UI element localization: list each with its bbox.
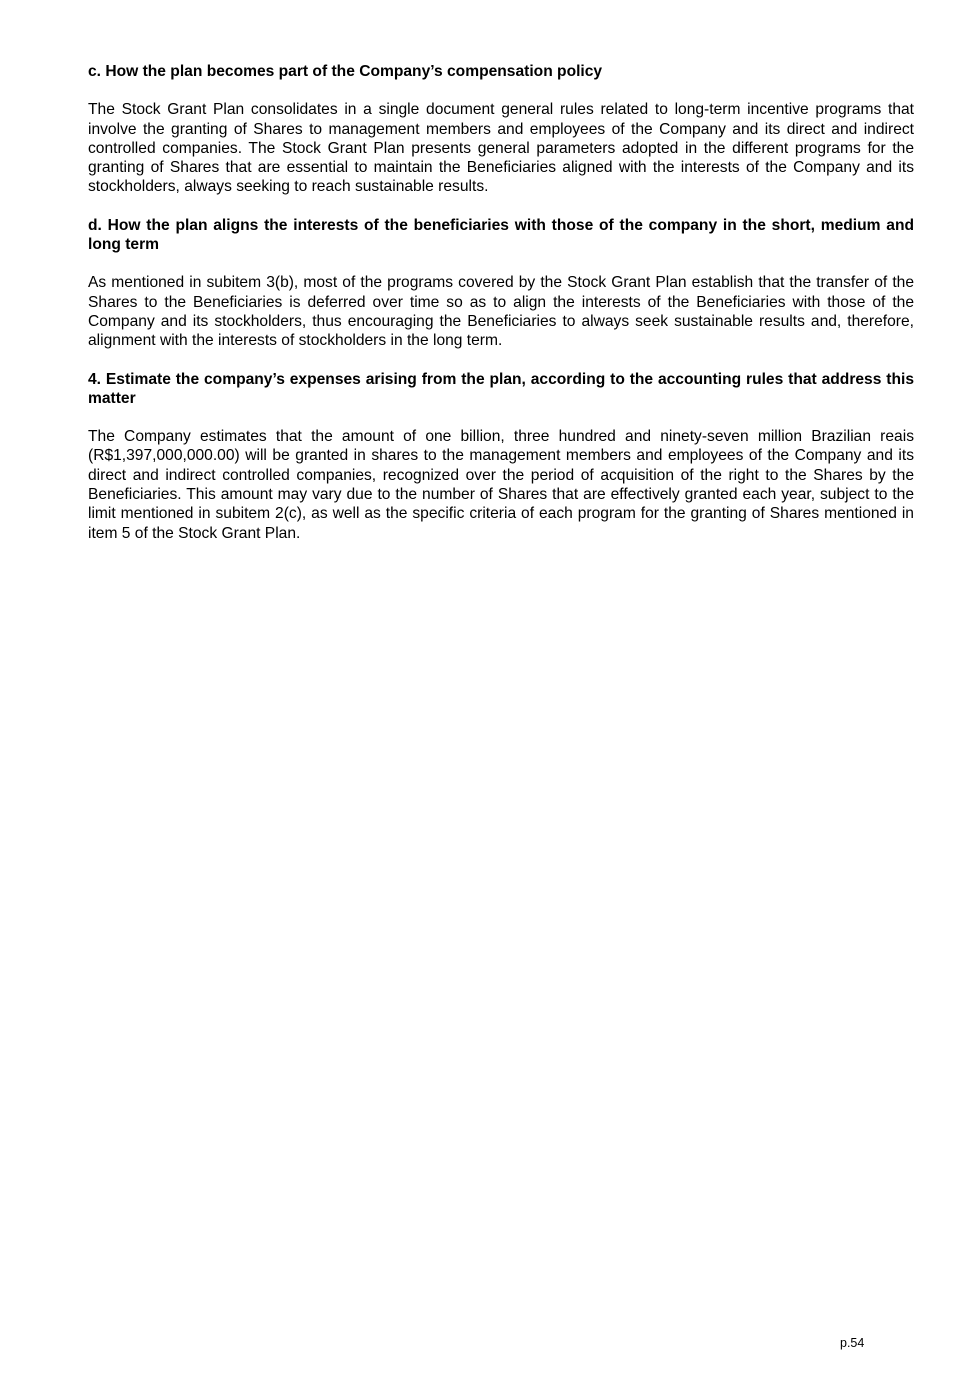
section-interest-alignment xyxy=(88,216,914,351)
section-expense-estimate xyxy=(88,370,914,543)
section-paragraph: The Stock Grant Plan consolidates in a single document general rules related to long-term incentive programs that involve the granting of Shares to management members and employees of the Company and its direct and indirect controlled companies. The Stock Grant Plan presents general parameters adopted in the different programs for the granting of Shares that are essential to maintain the Beneficiaries aligned with the interests of the Company and its stockholders, always seeking to reach sustainable results. xyxy=(88,101,914,196)
section-paragraph: As mentioned in subitem 3(b), most of the programs covered by the Stock Grant Plan establish that the transfer of the Shares to the Beneficiaries is deferred over time so as to align the interests of the Beneficiaries with those of the Company and its stockholders, thus encouraging the Beneficiaries to always seek sustainable results and, therefore, alignment with the interests of stockholders in the long term. xyxy=(88,274,914,350)
section-heading: 4. Estimate the company’s expenses arising from the plan, according to the accounting rules that address this matter xyxy=(88,370,914,407)
section-heading: d. How the plan aligns the interests of the beneficiaries with those of the company in the short, medium and long term xyxy=(88,216,914,254)
section-heading: c. How the plan becomes part of the Company’s compensation policy xyxy=(88,63,603,80)
section-paragraph: The Company estimates that the amount of one billion, three hundred and ninety-seven million Brazilian reais (R$1,397,000,000.00) will be granted in shares to the management members and employees of the Company and its direct and indirect controlled companies, recognized over the period of acquisition of the right to the Shares by the Beneficiaries. This amount may vary due to the number of Shares that are effectively granted each year, subject to the limit mentioned in subitem 2(c), as well as the specific criteria of each program for the granting of Shares mentioned in item 5 of the Stock Grant Plan. xyxy=(88,428,914,542)
page-number: p.54 xyxy=(840,1336,865,1350)
section-compensation-policy xyxy=(88,62,914,197)
document-page xyxy=(88,62,914,562)
